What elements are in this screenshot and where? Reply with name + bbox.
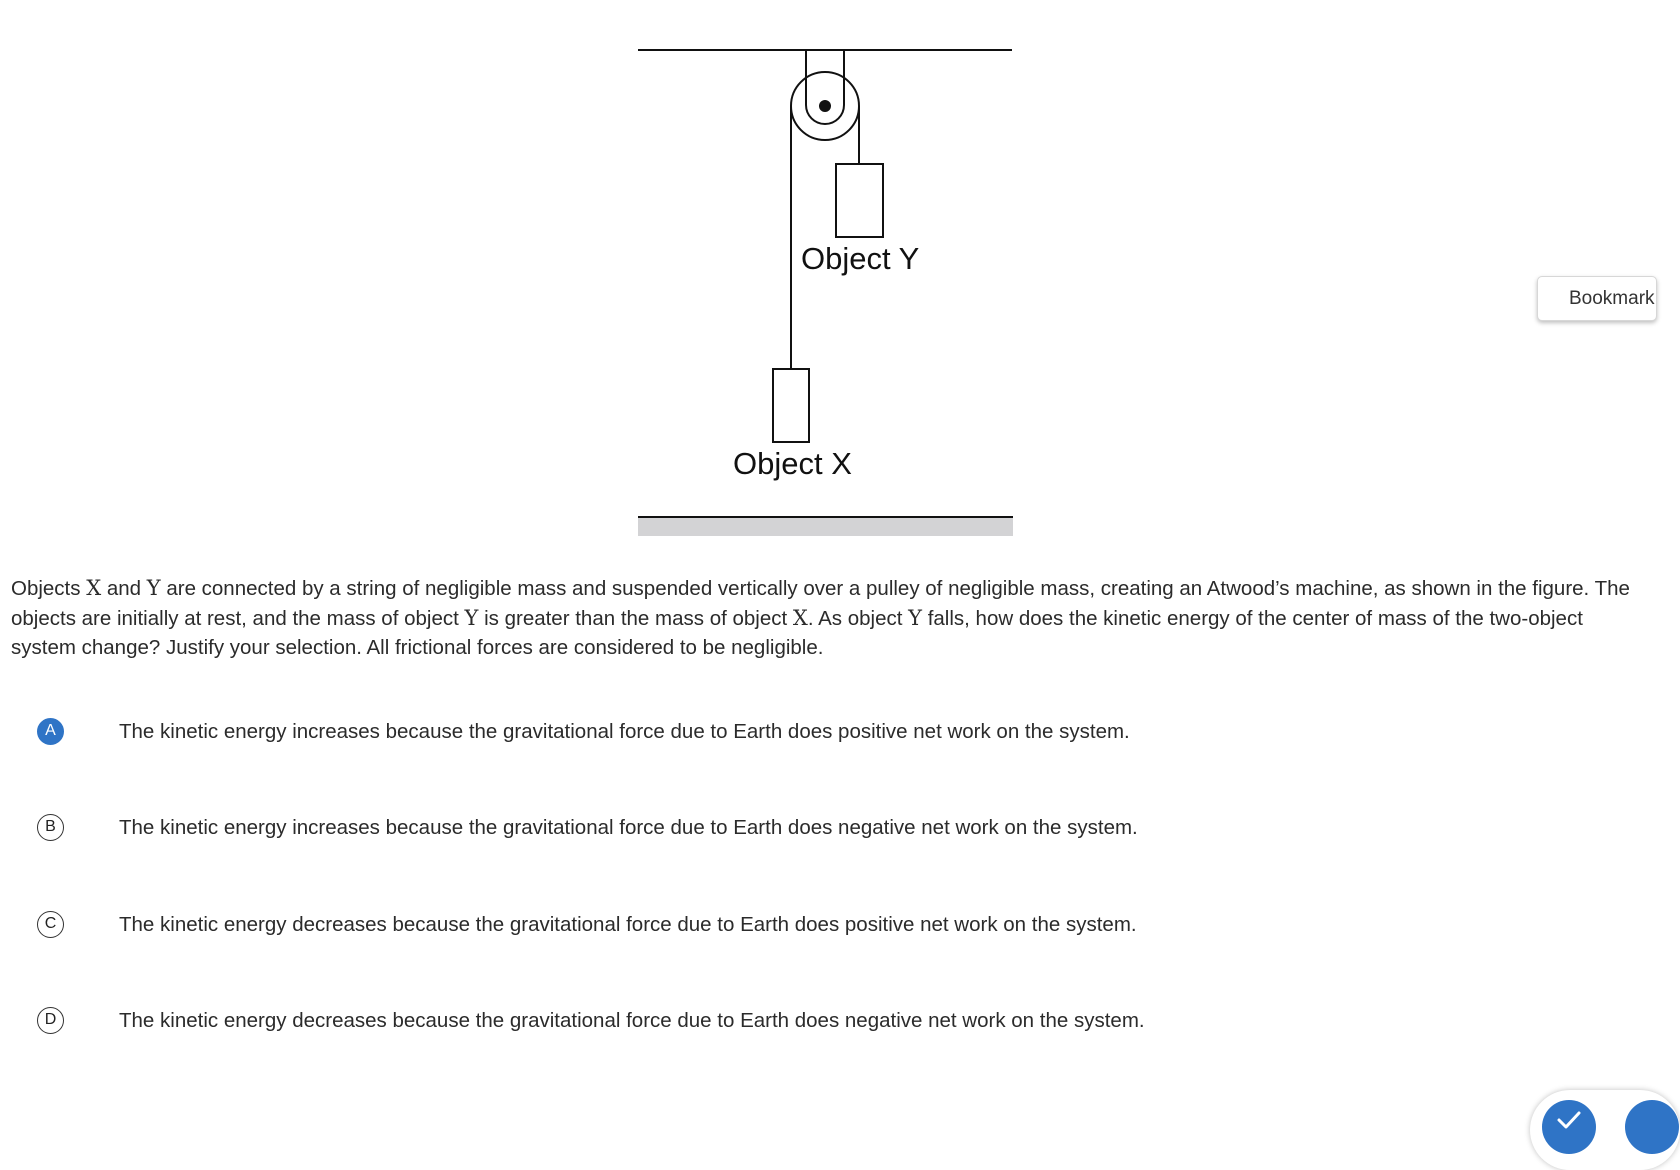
- object-y-label: Object Y: [801, 241, 920, 276]
- bookmark-button[interactable]: Bookmark: [1537, 276, 1657, 321]
- answer-choice-a[interactable]: [0, 702, 1400, 762]
- choice-b-text[interactable]: The kinetic energy increases because the gravitational force due to Earth does negative net work on the system.: [119, 816, 1138, 839]
- object-x-block: [773, 369, 809, 442]
- variable-x: X: [792, 605, 808, 630]
- question-stem: [11, 574, 1631, 663]
- choice-c-text[interactable]: The kinetic energy decreases because the gravitational force due to Earth does positive net work on the system.: [119, 913, 1137, 936]
- variable-x: X: [86, 576, 102, 600]
- answer-choice-b[interactable]: [0, 798, 1400, 858]
- object-x-label: Object X: [733, 446, 852, 481]
- question-text: Objects: [11, 577, 87, 600]
- choice-d-text[interactable]: The kinetic energy decreases because the gravitational force due to Earth does negative net work on the system.: [119, 1009, 1145, 1032]
- pulley-bracket: [806, 50, 844, 124]
- question-text: are connected by a string of negligible mass and suspended vertically over a pulley of negligible mass, creating an Atwood’s machine, as shown in the figure. The objects are initially at rest, and the mass of object: [11, 577, 1630, 630]
- question-text: falls, how does the kinetic energy of the center of mass of the two-object system change? Justify your selection. All frictional forces are considered to be negligible.: [11, 606, 1583, 659]
- choice-a-badge[interactable]: A: [37, 718, 64, 745]
- answer-choice-c[interactable]: [0, 895, 1400, 955]
- choice-d-badge[interactable]: D: [37, 1007, 64, 1034]
- choice-a-text[interactable]: The kinetic energy increases because the gravitational force due to Earth does positive net work on the system.: [119, 720, 1130, 743]
- check-answer-button[interactable]: [1542, 1100, 1596, 1154]
- question-text: and: [101, 577, 147, 600]
- variable-y: Y: [908, 605, 922, 630]
- question-text: . As object: [807, 606, 909, 630]
- question-text: is greater than the mass of object: [478, 606, 793, 630]
- pulley-axle: [819, 100, 831, 112]
- variable-y: Y: [146, 576, 161, 600]
- answer-nav-widget: [1530, 1090, 1638, 1122]
- choice-c-badge[interactable]: C: [37, 911, 64, 938]
- object-y-block: [836, 164, 883, 237]
- answer-choice-d[interactable]: [0, 991, 1400, 1051]
- variable-y: Y: [464, 605, 479, 630]
- choice-b-badge[interactable]: B: [37, 814, 64, 841]
- floor-shade: [638, 518, 1013, 536]
- next-button[interactable]: [1625, 1100, 1679, 1154]
- check-icon: [1556, 1110, 1582, 1130]
- atwood-machine-figure: [0, 0, 1638, 560]
